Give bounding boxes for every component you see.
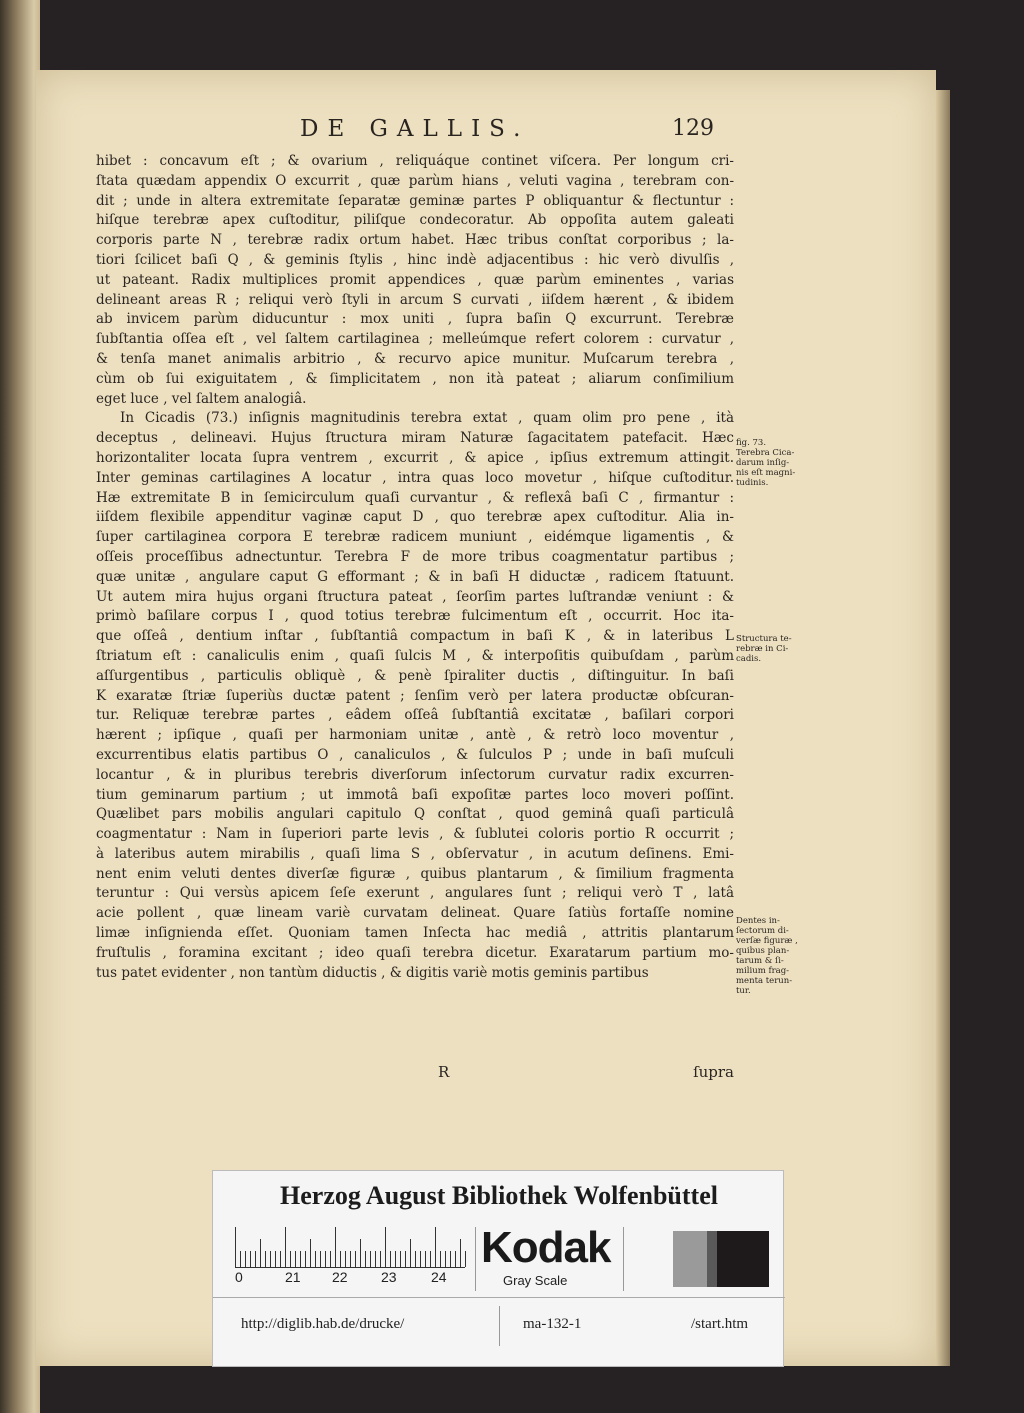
gray-swatch-light xyxy=(673,1231,707,1287)
ruler-tick xyxy=(460,1239,461,1267)
ruler-tick xyxy=(305,1251,306,1267)
url-suffix: /start.htm xyxy=(691,1316,749,1332)
margin-note-structure xyxy=(736,634,798,664)
gray-swatch-dark xyxy=(717,1231,769,1287)
ruler-tick xyxy=(365,1251,366,1267)
ruler-tick xyxy=(285,1227,286,1267)
text-line: eget luce , vel ſaltem analogiâ. xyxy=(96,390,307,407)
paragraph xyxy=(96,152,734,409)
margin-note-line: nis eſt magni- xyxy=(736,468,796,478)
ruler-tick xyxy=(350,1251,351,1267)
ruler-tick xyxy=(335,1227,336,1267)
ruler-tick xyxy=(295,1251,296,1267)
ruler-tick xyxy=(340,1251,341,1267)
text-line: Hæ extremitate B in ſemicirculum quaſi curvantur , & reflexâ baſi C , firmantur : xyxy=(96,489,734,506)
ruler-tick xyxy=(270,1251,271,1267)
ruler-tick xyxy=(325,1251,326,1267)
text-line: que oſſeâ , dentium inſtar , ſubſtantiâ compactum in baſi K , & in lateribus L xyxy=(96,628,734,645)
text-line: iiſdem flexibile appenditur vaginæ caput D , quo terebræ apex cuſtoditur. Alia in- xyxy=(96,509,734,526)
page-foot xyxy=(96,1063,734,1085)
margin-note-line: darum inſig- xyxy=(736,458,790,468)
ruler-tick xyxy=(415,1251,416,1267)
ruler-tick xyxy=(320,1251,321,1267)
ruler-tick xyxy=(435,1227,436,1267)
text-line: ut pateant. Radix multiplices promit appendices , quæ parùm eminentes , varias xyxy=(96,271,734,288)
ruler-tick xyxy=(240,1251,241,1267)
text-line: K exaratæ ſtriæ ſuperiùs ductæ patent ; ſenſim verò per latera productæ obſcuran- xyxy=(96,687,734,704)
url-row xyxy=(213,1297,785,1358)
text-line: corporis parte N , terebræ radix ortum habet. Hæc tribus conſtat corporibus ; la- xyxy=(96,232,734,249)
ruler-labels xyxy=(235,1269,485,1287)
ruler-label: 23 xyxy=(381,1269,397,1285)
text-line: cùm ob ſui exiguitatem , & ſimplicitatem , non ità pateat ; aliarum conſimilium xyxy=(96,370,734,387)
ruler-tick xyxy=(235,1227,236,1267)
ruler-tick xyxy=(255,1251,256,1267)
margin-note-teeth xyxy=(736,916,798,996)
ruler-tick xyxy=(370,1251,371,1267)
ruler-tick xyxy=(390,1251,391,1267)
text-line: Quælibet pars mobilis angulari capitulo Q conſtat , quod geminâ quaſi particulâ xyxy=(96,806,734,823)
ruler-tick xyxy=(375,1251,376,1267)
ruler-tick xyxy=(450,1251,451,1267)
ruler-tick xyxy=(315,1251,316,1267)
ruler-tick xyxy=(440,1251,441,1267)
margin-note-line: Dentes in- xyxy=(736,916,780,926)
margin-note-line: ſectorum di- xyxy=(736,926,789,936)
margin-note-figure xyxy=(736,438,798,488)
ruler-tick xyxy=(355,1251,356,1267)
card-divider xyxy=(623,1227,624,1291)
ruler-tick xyxy=(405,1251,406,1267)
ruler-tick xyxy=(245,1251,246,1267)
digital-library-url: http://diglib.hab.de/drucke/ xyxy=(241,1316,405,1332)
ruler-tick xyxy=(300,1251,301,1267)
url-divider xyxy=(499,1306,500,1346)
margin-note-line: tur. xyxy=(736,986,751,996)
ruler-tick xyxy=(380,1251,381,1267)
text-line: deceptus , delineavi. Hujus ſtructura miram Naturæ ſagacitatem patefacit. Hæc xyxy=(96,430,734,447)
margin-note-line: cadis. xyxy=(736,654,762,664)
text-line: tur. Reliquæ terebræ partes , eâdem oſſeâ ſubſtantiâ excitatæ , baſilari corpori xyxy=(96,707,734,724)
ruler-tick xyxy=(445,1251,446,1267)
text-line: limæ inſignienda eſſet. Quoniam tamen Inſecta hac mediâ , attritis plantarum xyxy=(96,925,734,942)
text-line: hærent ; ipſique , quaſi per harmoniam unitæ , antè , & retrò loco moventur , xyxy=(96,727,734,744)
ruler-label: 24 xyxy=(431,1269,447,1285)
text-line: horizontaliter locata ſupra ventrem , excurrit , & apice , ipſius extremum attingit. xyxy=(96,449,734,466)
text-line: fruſtulis , foramina excitant ; ideo quaſi terebra dicetur. Exaratarum partium mo- xyxy=(96,944,734,961)
text-line: hiſque terebræ apex cuſtoditur, piliſque condecoratur. Ab oppoſita autem galeati xyxy=(96,212,734,229)
text-line: quæ unitæ , angulare caput G efformant ; & in baſi H diductæ , radicem ſtatuunt. xyxy=(96,568,734,585)
ruler-tick xyxy=(425,1251,426,1267)
text-line: ab invicem parùm diducuntur : mox uniti , ſupra baſin Q excurrunt. Terebræ xyxy=(96,311,734,328)
margin-note-line: menta terun- xyxy=(736,976,793,986)
paragraph xyxy=(96,409,734,983)
text-line: dit ; unde in altera extremitate ſeparatæ geminæ partes P obliquantur & flectuntur : xyxy=(96,192,734,209)
text-line: aſſurgentibus , particulis obliquè , & penè ſpiraliter ductis , diſtinguitur. In baſi xyxy=(96,667,734,684)
margin-note-line: fig. 73. xyxy=(736,438,767,448)
ruler-tick xyxy=(385,1227,386,1267)
ruler-tick xyxy=(250,1251,251,1267)
ruler-tick xyxy=(265,1251,266,1267)
running-head: DE GALLIS. xyxy=(300,116,530,142)
margin-note-line: verſæ figuræ , xyxy=(736,936,798,946)
text-line: ſubſtantia oſſea eſt , vel ſaltem cartilaginea ; melleúmque refert colorem : curvatur , xyxy=(96,331,734,348)
margin-note-line: tarum & ſi- xyxy=(736,956,784,966)
ruler-tick xyxy=(330,1251,331,1267)
ruler-label: 22 xyxy=(332,1269,348,1285)
measurement-ruler xyxy=(235,1225,465,1268)
ruler-tick xyxy=(345,1251,346,1267)
text-line: acie pollent , quæ lineam variè curvatam delineat. Quare ſatiùs fortaſſe nomine xyxy=(96,905,734,922)
text-line: Inter geminas cartilagines A locatur , intra quas loco movetur , hiſque cuſtoditur. xyxy=(96,469,734,486)
margin-note-line: rebræ in Ci- xyxy=(736,644,789,654)
text-line: tiori ſcilicet baſi Q , & geminis ſtylis , hinc indè adjacentibus : hic verò divulſis , xyxy=(96,251,734,268)
text-line: coagmentatur : Nam in ſuperiori parte levis , & ſublutei coloris portio R occurrit ; xyxy=(96,826,734,843)
text-line: oſſeis proceſſibus adnectuntur. Terebra F de more tribus coagmentatur partibus ; xyxy=(96,548,734,565)
ruler-tick xyxy=(400,1251,401,1267)
library-name: Herzog August Bibliothek Wolfenbüttel xyxy=(280,1181,718,1210)
gray-scale-label: Gray Scale xyxy=(503,1273,568,1288)
text-line: ſtriatum eſt : canaliculis enim , quaſi ſulcis M , & interpoſitis quibuſdam , parùm xyxy=(96,647,734,664)
ruler-tick xyxy=(410,1239,411,1267)
ruler-tick xyxy=(455,1251,456,1267)
margin-note-line: quibus plan- xyxy=(736,946,790,956)
ruler-tick xyxy=(395,1251,396,1267)
ruler-tick xyxy=(275,1251,276,1267)
library-color-target xyxy=(212,1170,784,1367)
text-line: à lateribus autem mirabilis , quaſi lima S , obſervatur , in acutum deſinens. Emi- xyxy=(96,845,734,862)
ruler-tick xyxy=(420,1251,421,1267)
ruler-label: 0 xyxy=(235,1269,243,1285)
card-divider xyxy=(475,1227,476,1291)
shelfmark: ma-132-1 xyxy=(523,1316,582,1332)
margin-note-line: Structura te- xyxy=(736,634,792,644)
text-line: & tenſa manet animalis arbitrio , & recurvo apice munitur. Muſcarum terebra , xyxy=(96,350,734,367)
catchword: ſupra xyxy=(693,1063,734,1081)
text-line: primò baſilare corpus I , quod totius terebræ fulcimentum eſt , occurrit. Hoc ita- xyxy=(96,608,734,625)
ruler-tick xyxy=(280,1251,281,1267)
text-line: excurrentibus elatis partibus O , canaliculos , & ſulculos P ; unde in baſi muſculi xyxy=(96,746,734,763)
text-line: nent enim veluti dentes diverſæ figuræ , quibus plantarum , & ſimilium fragmenta xyxy=(96,865,734,882)
body-text xyxy=(96,152,734,983)
text-line: ſtata quædam appendix O excurrit , quæ parùm hians , veluti vagina , terebram con- xyxy=(96,172,734,189)
text-line: tium geminarum partium ; ut immotâ baſi expoſitæ partes loco moveri poſſint. xyxy=(96,786,734,803)
ruler-tick xyxy=(430,1251,431,1267)
ruler-tick xyxy=(310,1239,311,1267)
kodak-logo: Kodak xyxy=(481,1223,611,1272)
adjacent-page-edge xyxy=(0,0,40,1413)
text-line: ſuper cartilaginea corpora E terebræ radicem muniunt , eidémque ligamentis , & xyxy=(96,529,734,546)
text-line: delineant areas R ; reliqui verò ſtyli in arcum S curvati , iiſdem hærent , & ibidem xyxy=(96,291,734,308)
margin-note-line: tudinis. xyxy=(736,478,769,488)
gray-swatch-mid xyxy=(707,1231,717,1287)
ruler-tick xyxy=(360,1239,361,1267)
ruler-tick xyxy=(465,1251,466,1267)
text-line: In Cicadis (73.) inſignis magnitudinis terebra extat , quam olim pro pene , ità xyxy=(120,410,734,427)
margin-note-line: Terebra Cica- xyxy=(736,448,795,458)
signature-mark: R xyxy=(438,1063,450,1081)
margin-note-line: milium frag- xyxy=(736,966,790,976)
text-line: Ut autem mira hujus organi ſtructura pateat , ſeorſim partes luſtrandæ veniunt : & xyxy=(96,588,734,605)
page-fore-edge xyxy=(936,90,950,1366)
text-line: locantur , & in pluribus terebris diverſorum inſectorum curvatur radix excurren- xyxy=(96,766,734,783)
ruler-tick xyxy=(260,1239,261,1267)
text-line: hibet : concavum eſt ; & ovarium , reliquáque continet viſcera. Per longum cri- xyxy=(96,153,734,169)
page-number: 129 xyxy=(672,116,714,141)
text-line: tus patet evidenter , non tantùm diductis , & digitis variè motis geminis partibus xyxy=(96,964,649,981)
text-line: teruntur : Qui versùs apicem ſeſe exerunt , angulares ſunt ; reliqui verò T , latâ xyxy=(96,885,734,902)
ruler-label: 21 xyxy=(285,1269,301,1285)
ruler-tick xyxy=(290,1251,291,1267)
